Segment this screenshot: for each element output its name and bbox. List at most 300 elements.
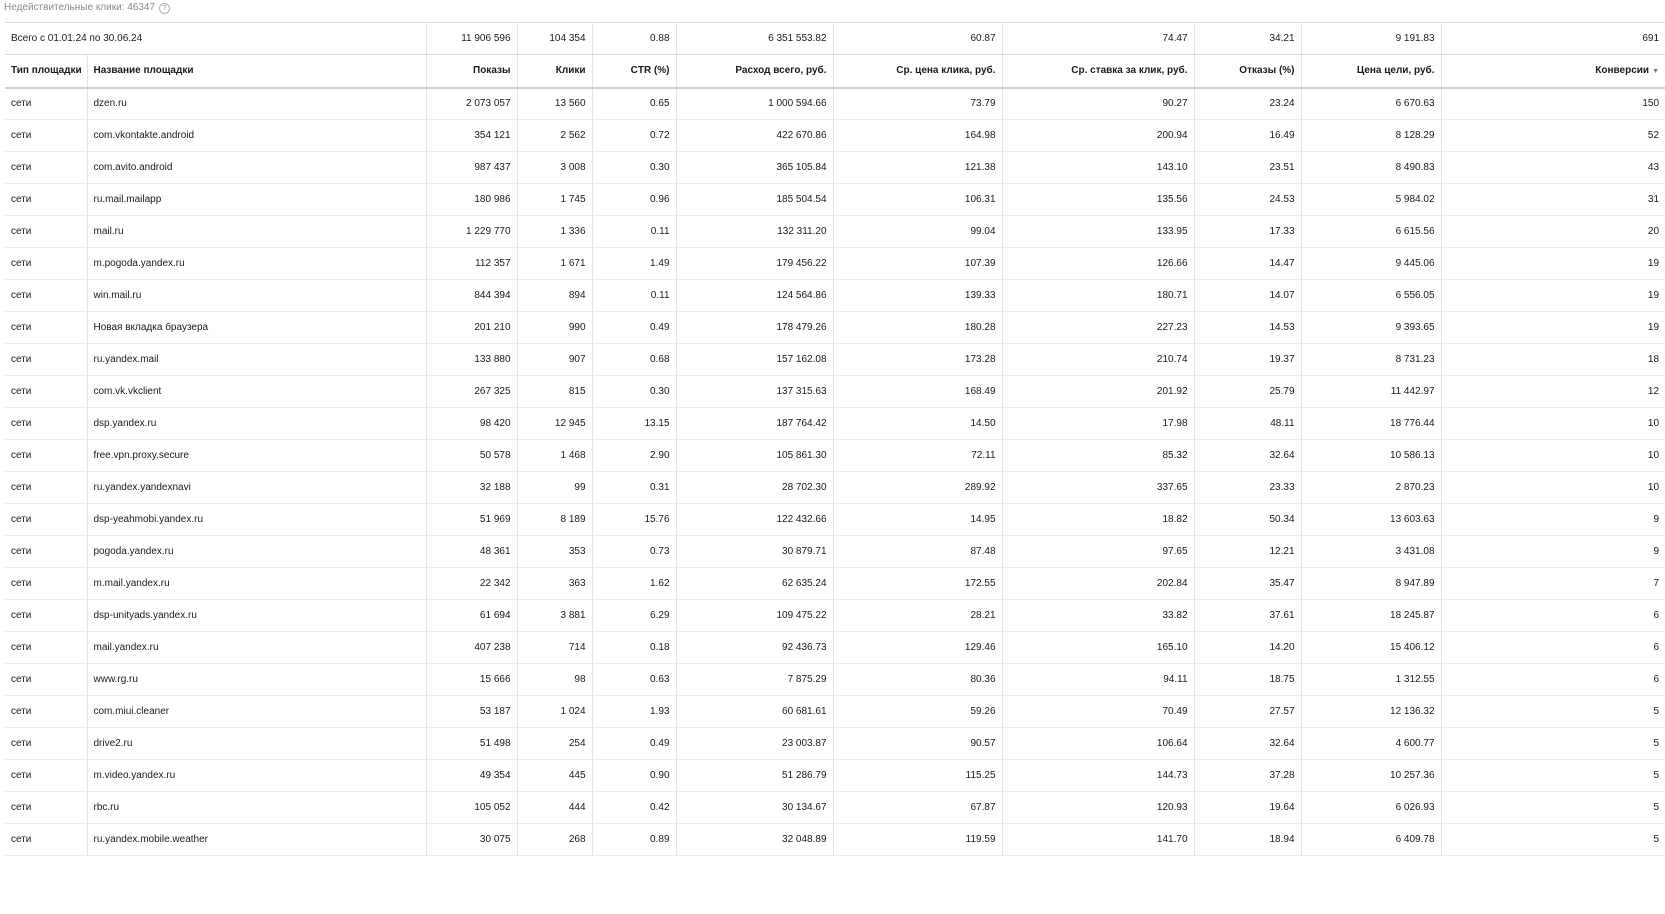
column-header[interactable] [1301, 55, 1441, 88]
table-cell: 133 880 [426, 344, 517, 376]
table-cell: 70.49 [1002, 696, 1194, 728]
total-cell: 34.21 [1194, 23, 1301, 55]
table-cell: 337.65 [1002, 472, 1194, 504]
platform-type-cell: сети [5, 824, 87, 856]
platform-name-cell: ru.yandex.yandexnavi [87, 472, 426, 504]
table-cell: 133.95 [1002, 216, 1194, 248]
table-cell: 9 [1441, 504, 1665, 536]
table-cell: 150 [1441, 88, 1665, 120]
table-cell: 185 504.54 [676, 184, 833, 216]
table-cell: 1.93 [592, 696, 676, 728]
table-cell: 10 [1441, 440, 1665, 472]
table-cell: 14.47 [1194, 248, 1301, 280]
table-cell: 6 [1441, 632, 1665, 664]
table-cell: 129.46 [833, 632, 1002, 664]
platform-name-cell: dsp.yandex.ru [87, 408, 426, 440]
table-cell: 8 189 [517, 504, 592, 536]
table-cell: 48 361 [426, 536, 517, 568]
platform-type-cell: сети [5, 88, 87, 120]
table-cell: 25.79 [1194, 376, 1301, 408]
table-cell: 5 [1441, 792, 1665, 824]
table-cell: 60 681.61 [676, 696, 833, 728]
platform-name-cell: com.vk.vkclient [87, 376, 426, 408]
table-cell: 179 456.22 [676, 248, 833, 280]
table-cell: 6.29 [592, 600, 676, 632]
table-cell: 180 986 [426, 184, 517, 216]
platform-name-cell: m.mail.yandex.ru [87, 568, 426, 600]
table-cell: 24.53 [1194, 184, 1301, 216]
table-row [5, 472, 1665, 504]
table-cell: 15 406.12 [1301, 632, 1441, 664]
table-cell: 14.20 [1194, 632, 1301, 664]
table-cell: 19 [1441, 312, 1665, 344]
table-cell: 30 879.71 [676, 536, 833, 568]
platforms-stats-table [5, 22, 1665, 856]
table-cell: 23.51 [1194, 152, 1301, 184]
platform-name-cell: mail.ru [87, 216, 426, 248]
table-cell: 178 479.26 [676, 312, 833, 344]
total-cell: 11 906 596 [426, 23, 517, 55]
table-cell: 119.59 [833, 824, 1002, 856]
table-cell: 6 [1441, 664, 1665, 696]
table-cell: 12 [1441, 376, 1665, 408]
help-icon[interactable]: ? [159, 3, 170, 14]
table-cell: 135.56 [1002, 184, 1194, 216]
table-cell: 137 315.63 [676, 376, 833, 408]
table-cell: 6 026.93 [1301, 792, 1441, 824]
table-cell: 14.07 [1194, 280, 1301, 312]
table-cell: 5 [1441, 760, 1665, 792]
table-cell: 165.10 [1002, 632, 1194, 664]
table-cell: 157 162.08 [676, 344, 833, 376]
table-cell: 14.95 [833, 504, 1002, 536]
table-cell: 19 [1441, 280, 1665, 312]
table-cell: 17.33 [1194, 216, 1301, 248]
table-cell: 141.70 [1002, 824, 1194, 856]
table-cell: 1.49 [592, 248, 676, 280]
table-cell: 3 431.08 [1301, 536, 1441, 568]
table-cell: 0.30 [592, 376, 676, 408]
platform-name-cell: rbc.ru [87, 792, 426, 824]
table-row [5, 824, 1665, 856]
column-header[interactable] [517, 55, 592, 88]
column-header-label: CTR (%) [630, 65, 670, 77]
table-cell: 23.24 [1194, 88, 1301, 120]
table-cell: 52 [1441, 120, 1665, 152]
table-cell: 0.63 [592, 664, 676, 696]
platform-type-cell: сети [5, 760, 87, 792]
table-cell: 6 615.56 [1301, 216, 1441, 248]
platform-type-cell: сети [5, 376, 87, 408]
table-cell: 37.28 [1194, 760, 1301, 792]
table-cell: 907 [517, 344, 592, 376]
platform-type-cell: сети [5, 600, 87, 632]
table-cell: 1 336 [517, 216, 592, 248]
platform-name-cell: com.avito.android [87, 152, 426, 184]
column-header[interactable] [5, 55, 87, 88]
table-cell: 112 357 [426, 248, 517, 280]
table-cell: 0.30 [592, 152, 676, 184]
table-row [5, 504, 1665, 536]
column-header-label: Показы [473, 65, 511, 77]
platform-type-cell: сети [5, 152, 87, 184]
table-cell: 106.64 [1002, 728, 1194, 760]
table-cell: 3 008 [517, 152, 592, 184]
table-cell: 120.93 [1002, 792, 1194, 824]
sort-desc-icon[interactable]: ▼ [1652, 68, 1660, 76]
table-cell: 0.73 [592, 536, 676, 568]
table-cell: 0.89 [592, 824, 676, 856]
table-cell: 201 210 [426, 312, 517, 344]
table-cell: 8 731.23 [1301, 344, 1441, 376]
table-cell: 28.21 [833, 600, 1002, 632]
table-cell: 0.18 [592, 632, 676, 664]
table-cell: 50 578 [426, 440, 517, 472]
table-cell: 268 [517, 824, 592, 856]
table-cell: 1 671 [517, 248, 592, 280]
table-cell: 18 776.44 [1301, 408, 1441, 440]
table-cell: 0.11 [592, 216, 676, 248]
invalid-clicks-label: Недействительные клики: 46347 [4, 2, 156, 13]
table-cell: 51 498 [426, 728, 517, 760]
table-cell: 73.79 [833, 88, 1002, 120]
table-cell: 6 556.05 [1301, 280, 1441, 312]
table-row [5, 312, 1665, 344]
table-cell: 0.65 [592, 88, 676, 120]
table-cell: 6 409.78 [1301, 824, 1441, 856]
table-cell: 35.47 [1194, 568, 1301, 600]
table-cell: 121.38 [833, 152, 1002, 184]
platform-type-cell: сети [5, 728, 87, 760]
table-cell: 1 312.55 [1301, 664, 1441, 696]
column-header-label: Ср. ставка за клик, руб. [1071, 65, 1188, 77]
platform-name-cell: com.vkontakte.android [87, 120, 426, 152]
table-cell: 0.42 [592, 792, 676, 824]
table-row [5, 696, 1665, 728]
table-cell: 28 702.30 [676, 472, 833, 504]
column-header-label: Цена цели, руб. [1356, 65, 1435, 77]
platform-type-cell: сети [5, 248, 87, 280]
platform-type-cell: сети [5, 440, 87, 472]
table-cell: 1 468 [517, 440, 592, 472]
platform-type-cell: сети [5, 184, 87, 216]
table-cell: 2.90 [592, 440, 676, 472]
platform-name-cell: ru.mail.mailapp [87, 184, 426, 216]
table-cell: 5 [1441, 824, 1665, 856]
table-cell: 18.75 [1194, 664, 1301, 696]
platform-name-cell: free.vpn.proxy.secure [87, 440, 426, 472]
platform-type-cell: сети [5, 408, 87, 440]
table-cell: 5 [1441, 728, 1665, 760]
table-cell: 8 128.29 [1301, 120, 1441, 152]
table-cell: 32.64 [1194, 728, 1301, 760]
table-cell: 18 [1441, 344, 1665, 376]
table-cell: 187 764.42 [676, 408, 833, 440]
platform-type-cell: сети [5, 632, 87, 664]
table-row [5, 280, 1665, 312]
table-cell: 990 [517, 312, 592, 344]
column-header[interactable] [1002, 55, 1194, 88]
column-header-label: Тип площадки [11, 65, 82, 77]
table-cell: 122 432.66 [676, 504, 833, 536]
table-cell: 1 745 [517, 184, 592, 216]
table-cell: 90.57 [833, 728, 1002, 760]
table-row [5, 408, 1665, 440]
table-cell: 9 393.65 [1301, 312, 1441, 344]
platform-type-cell: сети [5, 344, 87, 376]
table-cell: 43 [1441, 152, 1665, 184]
table-cell: 1 000 594.66 [676, 88, 833, 120]
platform-name-cell: Новая вкладка браузера [87, 312, 426, 344]
platform-name-cell: m.video.yandex.ru [87, 760, 426, 792]
table-row [5, 120, 1665, 152]
platform-name-cell: drive2.ru [87, 728, 426, 760]
table-cell: 115.25 [833, 760, 1002, 792]
table-cell: 109 475.22 [676, 600, 833, 632]
table-cell: 32.64 [1194, 440, 1301, 472]
platform-name-cell: pogoda.yandex.ru [87, 536, 426, 568]
table-cell: 61 694 [426, 600, 517, 632]
platform-type-cell: сети [5, 216, 87, 248]
table-cell: 267 325 [426, 376, 517, 408]
table-cell: 844 394 [426, 280, 517, 312]
table-cell: 20 [1441, 216, 1665, 248]
table-cell: 94.11 [1002, 664, 1194, 696]
table-header-row [5, 55, 1665, 88]
table-cell: 30 075 [426, 824, 517, 856]
table-row [5, 184, 1665, 216]
table-row [5, 152, 1665, 184]
table-cell: 9 [1441, 536, 1665, 568]
table-cell: 353 [517, 536, 592, 568]
platform-name-cell: dsp-unityads.yandex.ru [87, 600, 426, 632]
table-cell: 12.21 [1194, 536, 1301, 568]
table-cell: 365 105.84 [676, 152, 833, 184]
table-cell: 14.53 [1194, 312, 1301, 344]
platform-type-cell: сети [5, 536, 87, 568]
table-cell: 13 560 [517, 88, 592, 120]
total-cell: 74.47 [1002, 23, 1194, 55]
table-cell: 8 490.83 [1301, 152, 1441, 184]
table-cell: 107.39 [833, 248, 1002, 280]
table-cell: 105 861.30 [676, 440, 833, 472]
table-cell: 19.37 [1194, 344, 1301, 376]
total-cell: 60.87 [833, 23, 1002, 55]
table-cell: 37.61 [1194, 600, 1301, 632]
table-row [5, 216, 1665, 248]
table-cell: 200.94 [1002, 120, 1194, 152]
total-cell: 6 351 553.82 [676, 23, 833, 55]
table-row [5, 440, 1665, 472]
table-cell: 0.90 [592, 760, 676, 792]
table-cell: 14.50 [833, 408, 1002, 440]
platform-name-cell: dsp-yeahmobi.yandex.ru [87, 504, 426, 536]
table-cell: 407 238 [426, 632, 517, 664]
column-header-label: Название площадки [93, 65, 194, 77]
table-cell: 202.84 [1002, 568, 1194, 600]
table-cell: 354 121 [426, 120, 517, 152]
table-cell: 97.65 [1002, 536, 1194, 568]
table-cell: 10 257.36 [1301, 760, 1441, 792]
table-cell: 23.33 [1194, 472, 1301, 504]
table-cell: 173.28 [833, 344, 1002, 376]
table-cell: 12 136.32 [1301, 696, 1441, 728]
table-cell: 0.49 [592, 312, 676, 344]
platform-name-cell: m.pogoda.yandex.ru [87, 248, 426, 280]
platform-type-cell: сети [5, 504, 87, 536]
invalid-clicks-info [4, 1, 170, 15]
table-cell: 18 245.87 [1301, 600, 1441, 632]
table-cell: 11 442.97 [1301, 376, 1441, 408]
table-cell: 13 603.63 [1301, 504, 1441, 536]
table-cell: 59.26 [833, 696, 1002, 728]
table-cell: 80.36 [833, 664, 1002, 696]
table-cell: 126.66 [1002, 248, 1194, 280]
table-cell: 7 875.29 [676, 664, 833, 696]
table-cell: 18.82 [1002, 504, 1194, 536]
table-cell: 15.76 [592, 504, 676, 536]
table-cell: 17.98 [1002, 408, 1194, 440]
table-cell: 124 564.86 [676, 280, 833, 312]
table-cell: 0.49 [592, 728, 676, 760]
column-header[interactable] [833, 55, 1002, 88]
total-cell: 691 [1441, 23, 1665, 55]
table-cell: 10 [1441, 408, 1665, 440]
table-cell: 0.31 [592, 472, 676, 504]
table-cell: 168.49 [833, 376, 1002, 408]
platform-type-cell: сети [5, 664, 87, 696]
column-header-label: Клики [555, 65, 586, 77]
platform-name-cell: www.rg.ru [87, 664, 426, 696]
platform-name-cell: win.mail.ru [87, 280, 426, 312]
table-cell: 105 052 [426, 792, 517, 824]
column-header-label: Расход всего, руб. [735, 65, 827, 77]
table-cell: 164.98 [833, 120, 1002, 152]
table-cell: 714 [517, 632, 592, 664]
table-cell: 62 635.24 [676, 568, 833, 600]
table-cell: 144.73 [1002, 760, 1194, 792]
table-cell: 894 [517, 280, 592, 312]
table-cell: 227.23 [1002, 312, 1194, 344]
table-cell: 13.15 [592, 408, 676, 440]
table-cell: 987 437 [426, 152, 517, 184]
table-cell: 50.34 [1194, 504, 1301, 536]
table-cell: 444 [517, 792, 592, 824]
column-header[interactable] [592, 55, 676, 88]
table-cell: 422 670.86 [676, 120, 833, 152]
table-cell: 16.49 [1194, 120, 1301, 152]
table-cell: 98 420 [426, 408, 517, 440]
table-cell: 1 024 [517, 696, 592, 728]
platform-type-cell: сети [5, 792, 87, 824]
table-cell: 99.04 [833, 216, 1002, 248]
table-cell: 0.11 [592, 280, 676, 312]
platform-type-cell: сети [5, 312, 87, 344]
column-header[interactable] [1194, 55, 1301, 88]
table-cell: 132 311.20 [676, 216, 833, 248]
total-cell: 9 191.83 [1301, 23, 1441, 55]
table-cell: 22 342 [426, 568, 517, 600]
total-cell: 0.88 [592, 23, 676, 55]
table-cell: 106.31 [833, 184, 1002, 216]
platform-name-cell: ru.yandex.mobile.weather [87, 824, 426, 856]
table-cell: 445 [517, 760, 592, 792]
table-row [5, 248, 1665, 280]
table-cell: 815 [517, 376, 592, 408]
table-cell: 0.68 [592, 344, 676, 376]
table-cell: 48.11 [1194, 408, 1301, 440]
table-row [5, 632, 1665, 664]
table-cell: 180.28 [833, 312, 1002, 344]
table-cell: 139.33 [833, 280, 1002, 312]
platform-type-cell: сети [5, 280, 87, 312]
table-cell: 289.92 [833, 472, 1002, 504]
platform-name-cell: com.miui.cleaner [87, 696, 426, 728]
total-row [5, 23, 1665, 55]
table-cell: 98 [517, 664, 592, 696]
table-cell: 4 600.77 [1301, 728, 1441, 760]
table-cell: 254 [517, 728, 592, 760]
platform-name-cell: mail.yandex.ru [87, 632, 426, 664]
column-header[interactable] [1441, 55, 1665, 88]
table-cell: 8 947.89 [1301, 568, 1441, 600]
table-cell: 6 670.63 [1301, 88, 1441, 120]
platform-type-cell: сети [5, 696, 87, 728]
column-header-label: Отказы (%) [1239, 65, 1295, 77]
column-header[interactable] [676, 55, 833, 88]
table-cell: 19.64 [1194, 792, 1301, 824]
column-header-label: Конверсии [1595, 65, 1650, 77]
table-cell: 10 586.13 [1301, 440, 1441, 472]
table-row [5, 536, 1665, 568]
table-row [5, 344, 1665, 376]
table-row [5, 88, 1665, 120]
table-cell: 30 134.67 [676, 792, 833, 824]
table-cell: 33.82 [1002, 600, 1194, 632]
table-cell: 27.57 [1194, 696, 1301, 728]
table-cell: 90.27 [1002, 88, 1194, 120]
table-cell: 363 [517, 568, 592, 600]
table-cell: 2 073 057 [426, 88, 517, 120]
table-cell: 53 187 [426, 696, 517, 728]
table-cell: 85.32 [1002, 440, 1194, 472]
total-period-label: Всего с 01.01.24 по 30.06.24 [5, 23, 426, 55]
table-row [5, 728, 1665, 760]
table-cell: 10 [1441, 472, 1665, 504]
platform-name-cell: dzen.ru [87, 88, 426, 120]
table-cell: 72.11 [833, 440, 1002, 472]
table-cell: 3 881 [517, 600, 592, 632]
table-cell: 49 354 [426, 760, 517, 792]
table-cell: 51 286.79 [676, 760, 833, 792]
table-cell: 1.62 [592, 568, 676, 600]
table-cell: 32 188 [426, 472, 517, 504]
table-cell: 87.48 [833, 536, 1002, 568]
column-header[interactable] [426, 55, 517, 88]
column-header-label: Ср. цена клика, руб. [896, 65, 996, 77]
table-cell: 201.92 [1002, 376, 1194, 408]
table-cell: 180.71 [1002, 280, 1194, 312]
table-cell: 143.10 [1002, 152, 1194, 184]
table-cell: 7 [1441, 568, 1665, 600]
table-cell: 9 445.06 [1301, 248, 1441, 280]
table-row [5, 376, 1665, 408]
table-cell: 5 [1441, 696, 1665, 728]
platform-type-cell: сети [5, 568, 87, 600]
table-cell: 2 562 [517, 120, 592, 152]
platform-type-cell: сети [5, 472, 87, 504]
column-header[interactable] [87, 55, 426, 88]
